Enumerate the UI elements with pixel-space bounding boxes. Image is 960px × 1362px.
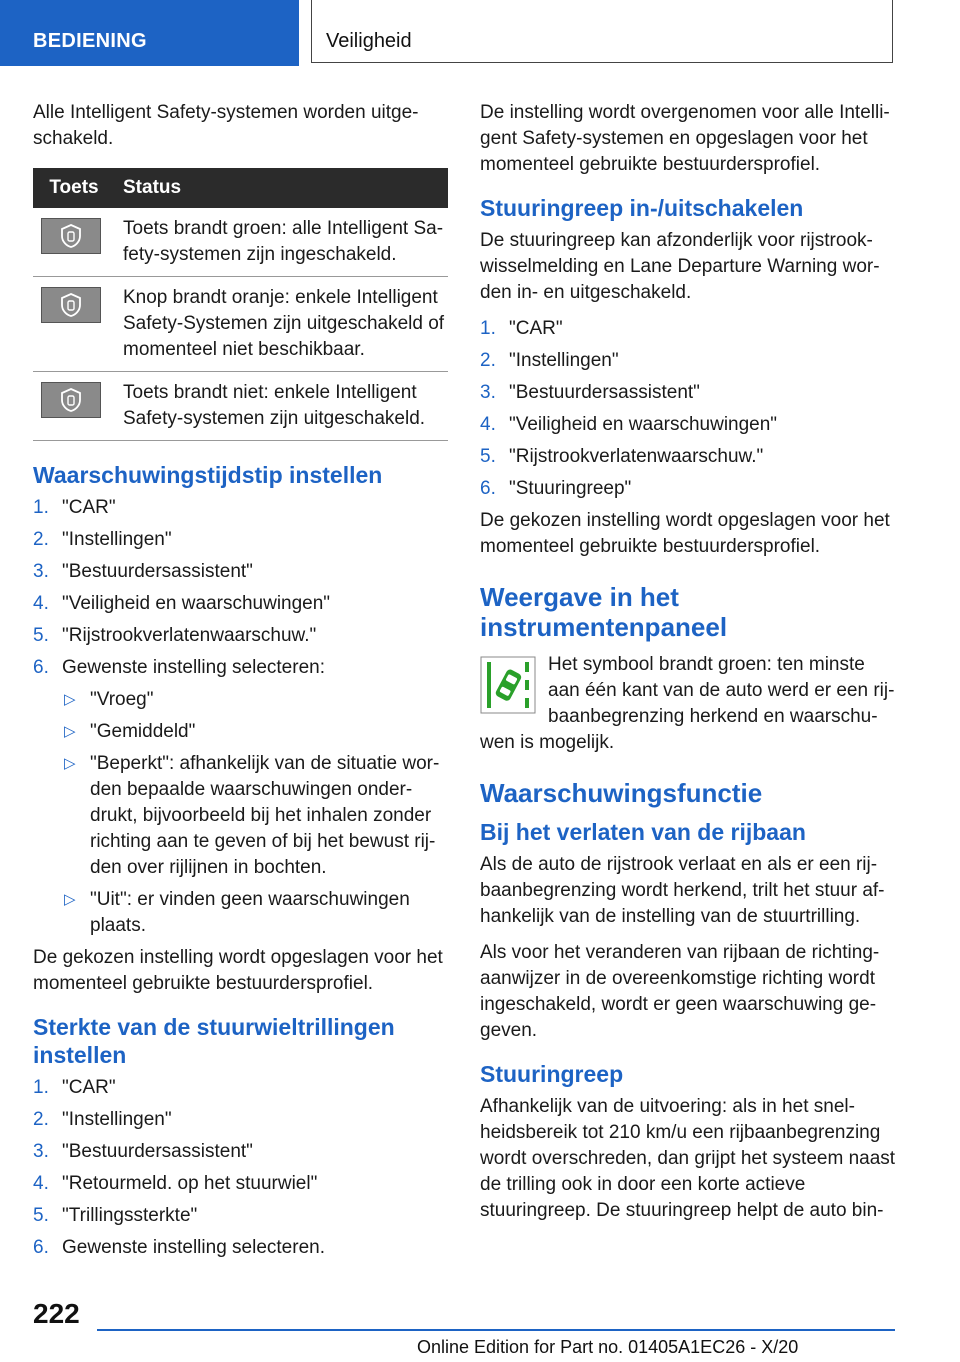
list-item <box>33 559 448 585</box>
step-number: 2. <box>33 529 49 550</box>
step-number: 4. <box>33 1173 49 1194</box>
step-number: 1. <box>33 497 49 518</box>
saved-note: De gekozen instelling wordt opgeslagen voor het momenteel gebruikte bestuurdersprofiel. <box>33 947 443 994</box>
list-item <box>33 495 448 521</box>
leaving-paragraph-2: Als voor het veranderen van rijbaan de richting-aanwijzer in de overeenkomstige richting wordt ingeschakeld, wordt er geen waarschuwing ge-geven. <box>480 942 880 1041</box>
steps-vibration <box>33 1075 448 1261</box>
option-text: "Beperkt": afhankelijk van de situatie wor-den bepaalde waarschuwingen onder-drukt, bijvoorbeeld bij het inhalen zonder richting aan te geven of bij het bewust rij-den over rijlijnen in bochten. <box>90 753 440 878</box>
saved-note: De gekozen instelling wordt opgeslagen voor het momenteel gebruikte bestuurdersprofiel. <box>480 510 890 557</box>
safety-button-icon <box>41 218 101 254</box>
table-row <box>33 208 448 277</box>
step-text: "Instellingen" <box>509 350 619 371</box>
step-text: "Instellingen" <box>62 529 172 550</box>
heading-leaving-lane: Bij het verlaten van de rijbaan <box>480 819 806 845</box>
step-number: 4. <box>33 593 49 614</box>
step-text: Gewenste instelling selecteren: <box>62 657 325 678</box>
step-text: "Rijstrookverlatenwaarschuw." <box>62 625 317 646</box>
step-number: 3. <box>33 561 49 582</box>
step-number: 5. <box>33 1205 49 1226</box>
list-item <box>33 1171 448 1197</box>
list-item <box>480 316 898 342</box>
steering-paragraph: De stuuringreep kan afzonderlijk voor rijstrook-wisselmelding en Lane Departure Warning wor-den in- en uitgeschakeld. <box>480 230 880 303</box>
heading-vibration: Sterkte van de stuurwieltrillingen instellen <box>33 1014 395 1068</box>
step-text: "Veiligheid en waarschuwingen" <box>509 414 778 435</box>
step-number: 6. <box>480 478 496 499</box>
step-number: 6. <box>33 657 49 678</box>
step-number: 2. <box>33 1109 49 1130</box>
header-chapter-title: Veiligheid <box>326 30 412 52</box>
option-item <box>62 751 448 881</box>
right-intro-paragraph: De instelling wordt overgenomen voor alle Intelli-gent Safety-systemen en opgeslagen voor het momenteel gebruikte bestuurdersprofiel. <box>480 102 890 175</box>
right-column <box>480 100 898 1234</box>
triangle-bullet-icon: ▷ <box>64 891 76 908</box>
heading-warning-time: Waarschuwingstijdstip instellen <box>33 462 383 488</box>
list-item <box>33 655 448 939</box>
heading-steering-toggle: Stuuringreep in-/uitschakelen <box>480 195 804 221</box>
header-section-title: BEDIENING <box>33 30 147 52</box>
list-item <box>33 1235 448 1261</box>
lane-departure-warning-icon <box>480 656 536 714</box>
list-item <box>480 380 898 406</box>
list-item <box>33 1107 448 1133</box>
step-text: "Trillingssterkte" <box>62 1205 198 1226</box>
table-header-status: Status <box>115 168 448 208</box>
option-list <box>62 687 448 939</box>
step-text: "Retourmeld. op het stuurwiel" <box>62 1173 318 1194</box>
header-section-tab <box>0 0 299 66</box>
list-item <box>33 1139 448 1165</box>
option-item <box>62 719 448 745</box>
step-number: 3. <box>480 382 496 403</box>
intervention-paragraph: Afhankelijk van de uitvoering: als in het snel-heidsbereik tot 210 km/u een rijbaanbegrenzing wordt overschreden, dan grijpt het systeem naast de trilling ook in door een korte actieve stuuringreep. De stuuringreep helpt de auto bin- <box>480 1096 896 1221</box>
list-item <box>480 348 898 374</box>
header-chapter-box <box>311 0 893 63</box>
step-number: 5. <box>480 446 496 467</box>
footer-divider <box>97 1329 895 1331</box>
safety-button-icon <box>41 382 101 418</box>
steps-steering <box>480 316 898 502</box>
step-number: 5. <box>33 625 49 646</box>
list-item <box>480 412 898 438</box>
step-text: "Bestuurdersassistent" <box>62 1141 253 1162</box>
table-cell-icon <box>33 208 115 277</box>
button-status-table <box>33 168 448 441</box>
heading-warning-function: Waarschuwingsfunctie <box>480 778 763 808</box>
list-item <box>480 476 898 502</box>
list-item <box>33 1203 448 1229</box>
step-number: 4. <box>480 414 496 435</box>
step-text: "Instellingen" <box>62 1109 172 1130</box>
safety-button-icon <box>41 287 101 323</box>
display-symbol-block <box>480 652 898 756</box>
triangle-bullet-icon: ▷ <box>64 723 76 740</box>
table-cell-status: Toets brandt groen: alle Intelligent Sa-fety-systemen zijn ingeschakeld. <box>115 208 448 277</box>
heading-intervention: Stuuringreep <box>480 1061 624 1087</box>
footer-edition: Online Edition for Part no. 01405A1EC26 - X/20 <box>417 1337 799 1357</box>
triangle-bullet-icon: ▷ <box>64 755 76 772</box>
step-text: "Bestuurdersassistent" <box>62 561 253 582</box>
list-item <box>33 527 448 553</box>
option-text: "Uit": er vinden geen waarschuwingen plaats. <box>90 889 410 936</box>
step-number: 1. <box>33 1077 49 1098</box>
step-text: "Bestuurdersassistent" <box>509 382 700 403</box>
table-header-toets: Toets <box>33 168 115 208</box>
step-text: "Stuuringreep" <box>509 478 632 499</box>
option-item <box>62 887 448 939</box>
table-cell-status: Toets brandt niet: enkele Intelligent Safety-systemen zijn uitgeschakeld. <box>115 372 448 441</box>
step-text: "Rijstrookverlatenwaarschuw." <box>509 446 764 467</box>
table-cell-icon <box>33 277 115 372</box>
step-text: "Veiligheid en waarschuwingen" <box>62 593 331 614</box>
step-number: 1. <box>480 318 496 339</box>
step-number: 3. <box>33 1141 49 1162</box>
table-header-row <box>33 168 448 208</box>
triangle-bullet-icon: ▷ <box>64 691 76 708</box>
list-item <box>33 591 448 617</box>
steps-warning-time <box>33 495 448 939</box>
option-text: "Vroeg" <box>90 689 154 710</box>
step-text: Gewenste instelling selecteren. <box>62 1237 325 1258</box>
list-item <box>480 444 898 470</box>
left-column <box>33 100 448 1267</box>
leaving-paragraph-1: Als de auto de rijstrook verlaat en als er een rij-baanbegrenzing wordt herkend, trilt het stuur af-hankelijk van de instelling van de stuurtrilling. <box>480 854 885 927</box>
table-row <box>33 372 448 441</box>
step-text: "CAR" <box>62 497 116 518</box>
step-number: 6. <box>33 1237 49 1258</box>
option-item <box>62 687 448 713</box>
table-cell-icon <box>33 372 115 441</box>
step-text: "CAR" <box>62 1077 116 1098</box>
table-row <box>33 277 448 372</box>
list-item <box>33 1075 448 1101</box>
heading-display: Weergave in het instrumentenpaneel <box>480 582 728 642</box>
page-number: 222 <box>33 1298 80 1329</box>
option-text: "Gemiddeld" <box>90 721 196 742</box>
step-text: "CAR" <box>509 318 563 339</box>
step-number: 2. <box>480 350 496 371</box>
table-cell-status: Knop brandt oranje: enkele Intelligent Safety-Systemen zijn uitgeschakeld of momenteel niet beschikbaar. <box>115 277 448 372</box>
display-paragraph: Het symbool brandt groen: ten minste aan één kant van de auto werd er een rij-baanbegrenzing herkend en waarschu-wen is mogelijk. <box>480 654 895 753</box>
list-item <box>33 623 448 649</box>
intro-paragraph: Alle Intelligent Safety-systemen worden uitge-schakeld. <box>33 102 419 149</box>
